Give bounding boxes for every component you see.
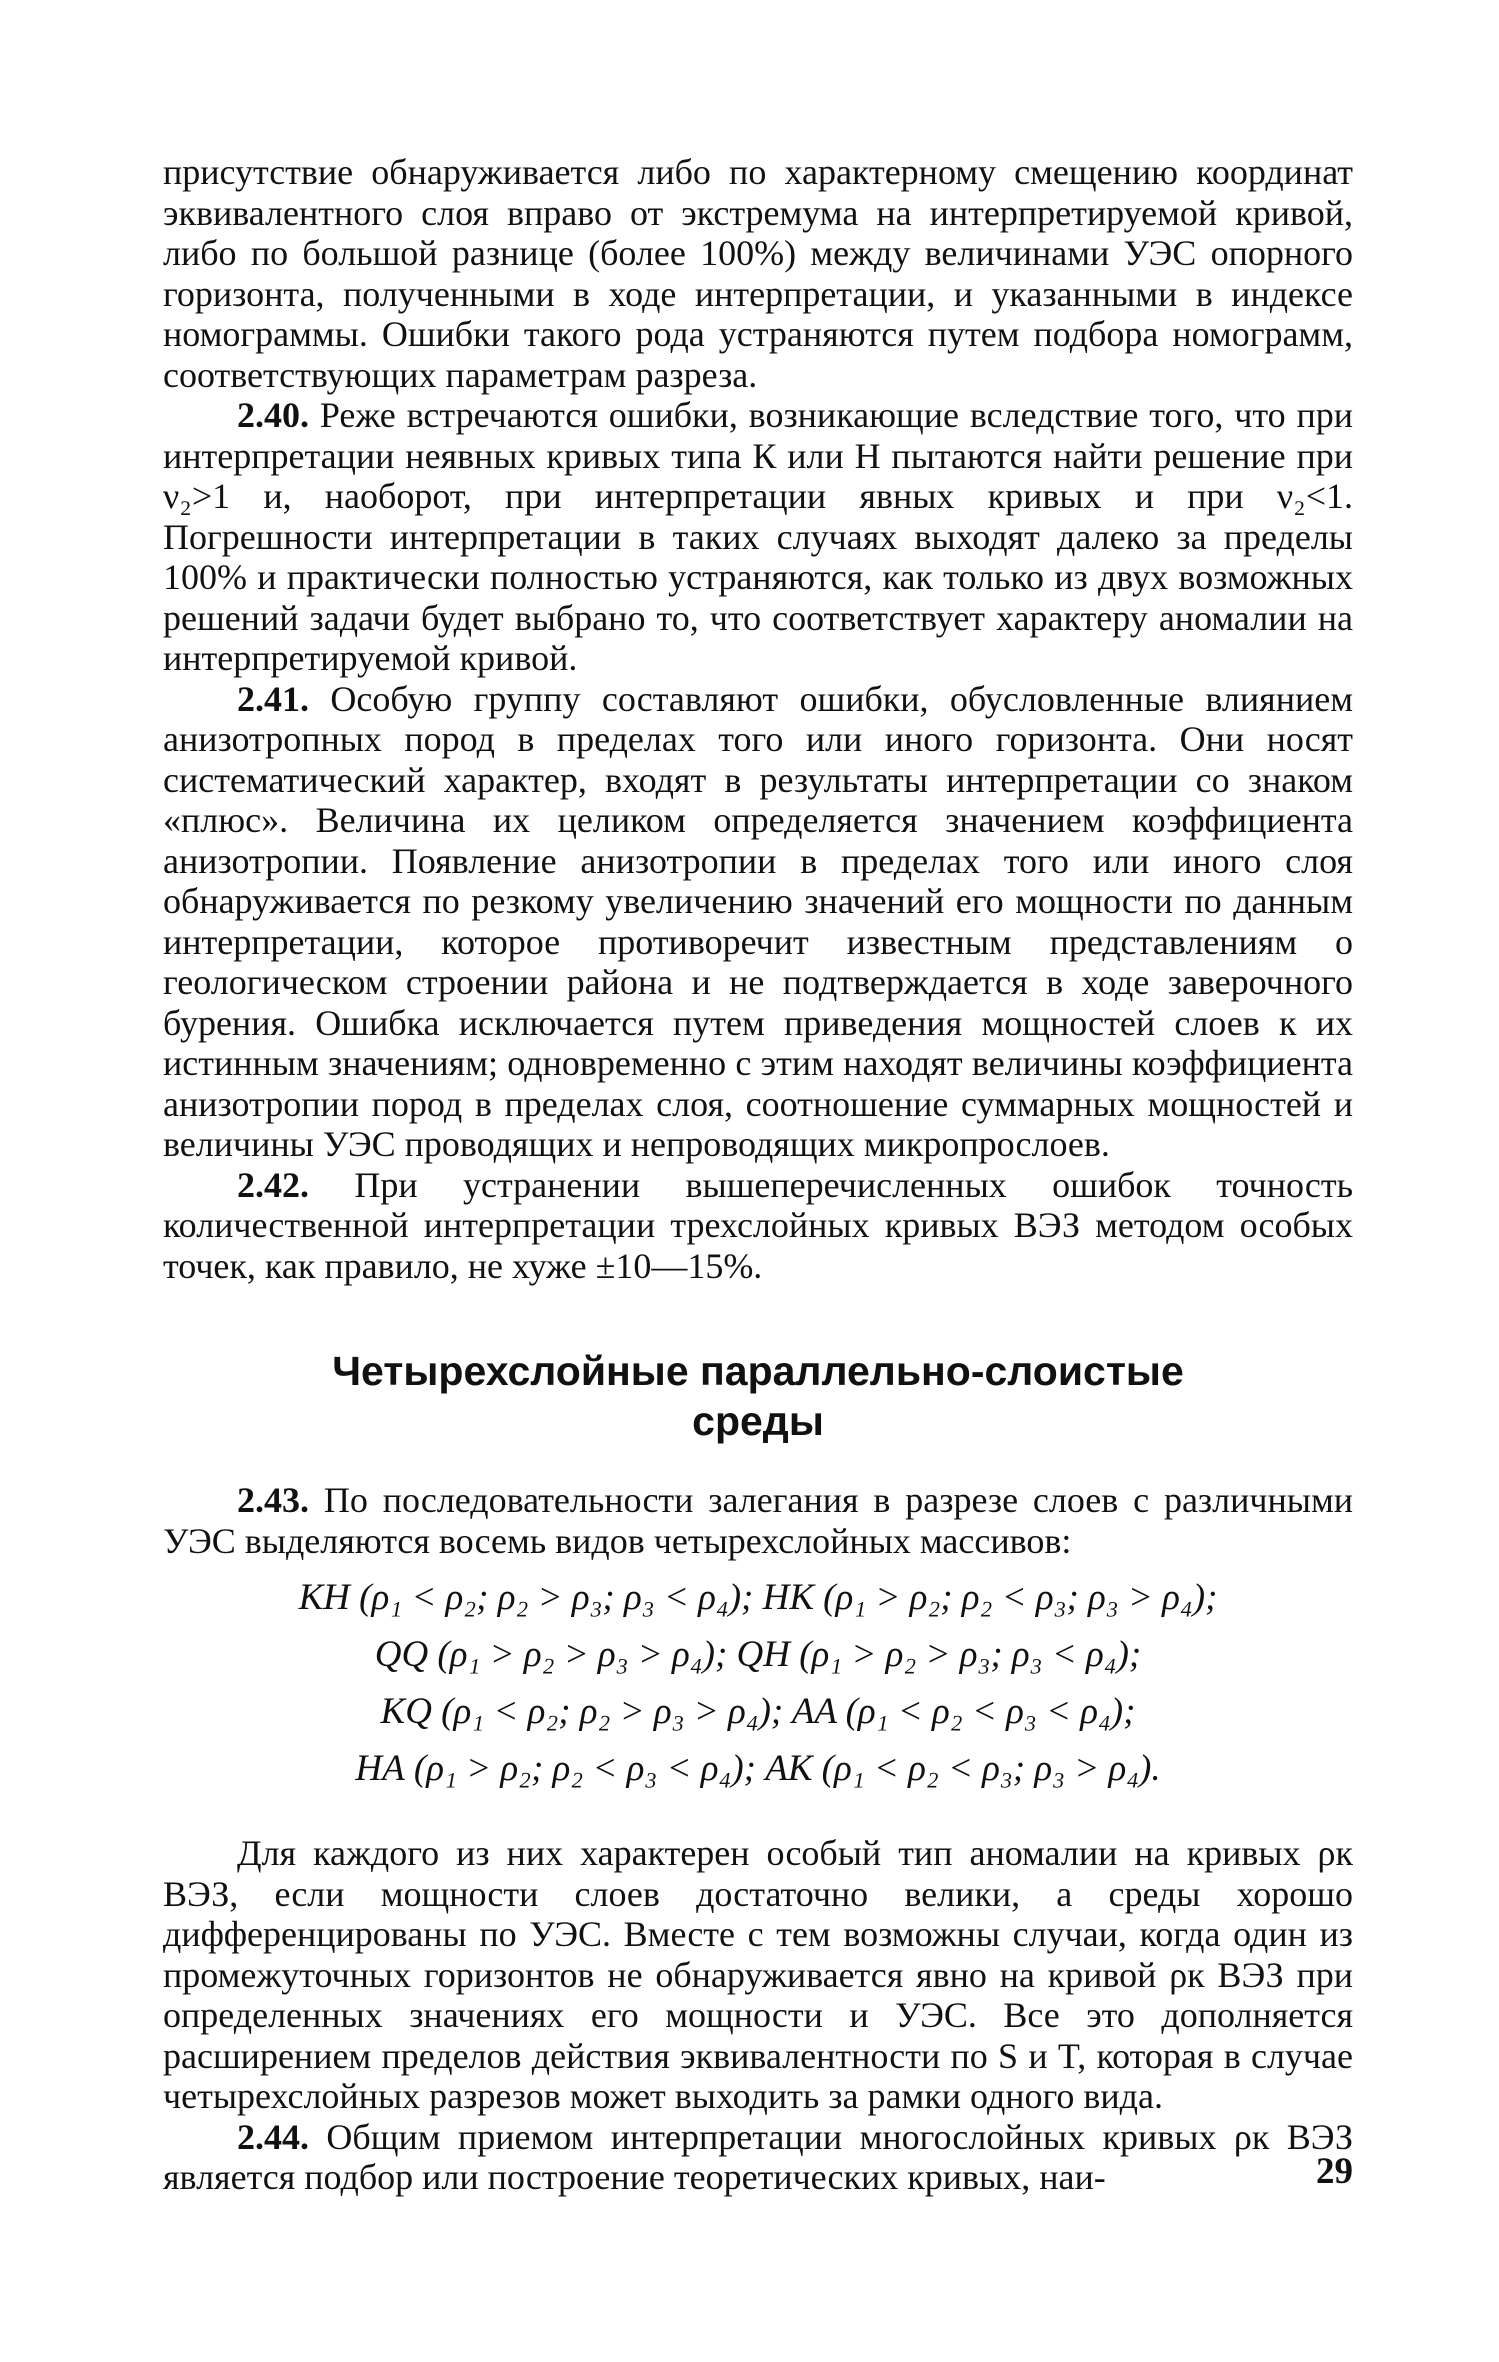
paragraph-text: При устранении вышеперечисленных ошибок точность количественной интерпретации трехслойных кривых ВЭЗ методом особых точек, как правило, не хуже ±10—15%. [163, 1164, 1353, 1286]
formula-line: НА (ρ₁ > ρ₂; ρ₂ < ρ₃ < ρ₄); АК (ρ₁ < ρ₂ < ρ₃; ρ₃ > ρ₄). [355, 1748, 1161, 1789]
paragraph-text: Особую группу составляют ошибки, обусловленные влиянием анизотропных пород в пределах того или иного горизонта. Они носят систематический характер, входят в результаты интерпретации со знаком «плюс». Величина их целиком определяется значением коэффициента анизотропии. Появление анизотропии в пределах того или иного слоя обнаруживается по резкому увеличению значений его мощности по данным интерпретации, которое противоречит известным представлениям о геологическом строении района и не подтверждается в ходе заверочного бурения. Ошибка исключается путем приведения мощностей слоев к их истинным значениям; одновременно с этим находят величины коэффициента анизотропии пород в пределах слоя, соотношение суммарных мощностей и величины УЭС проводящих и непроводящих микропрослоев. [163, 678, 1353, 1164]
paragraph-2-44 [163, 2117, 1353, 2198]
paragraph-2-41 [163, 679, 1353, 1165]
paragraph-number: 2.42. [237, 1164, 309, 1205]
formula-line: KQ (ρ₁ < ρ₂; ρ₂ > ρ₃ > ρ₄); AA (ρ₁ < ρ₂ < ρ₃ < ρ₄); [380, 1691, 1136, 1732]
paragraph-text: Общим приемом интерпретации многослойных кривых ρк ВЭЗ является подбор или построение теоретических кривых, наи- [163, 2116, 1353, 2197]
paragraph-number: 2.41. [237, 678, 309, 719]
page-content [163, 152, 1353, 2198]
paragraph-text: присутствие обнаруживается либо по характерному смещению координат эквивалентного слоя вправо от экстремума на интерпретируемой кривой, либо по большой разнице (более 100%) между величинами УЭС опорного горизонта, полученными в ходе интерпретации, и указанными в индексе номограммы. Ошибки такого рода устраняются путем подбора номограмм, соответствующих параметрам разреза. [163, 152, 1353, 395]
formula-line: КН (ρ₁ < ρ₂; ρ₂ > ρ₃; ρ₃ < ρ₄); НК (ρ₁ > ρ₂; ρ₂ < ρ₃; ρ₃ > ρ₄); [298, 1577, 1218, 1618]
paragraph-number: 2.43. [237, 1480, 309, 1520]
paragraph-2-43 [163, 1480, 1353, 1561]
paragraph-text: Реже встречаются ошибки, возникающие вследствие того, что при интерпретации неявных кривых типа К или Н пытаются найти решение при ν₂>1 и, наоборот, при интерпретации явных кривых и при ν₂<1. Погрешности интерпретации в таких случаях выходят далеко за пределы 100% и практически полностью устраняются, как только из двух возможных решений задачи будет выбрано то, что соответствует характеру аномалии на интерпретируемой кривой. [163, 395, 1353, 678]
formula-line: QQ (ρ₁ > ρ₂ > ρ₃ > ρ₄); QH (ρ₁ > ρ₂ > ρ₃; ρ₃ < ρ₄); [374, 1634, 1142, 1675]
paragraph-2-42 [163, 1165, 1353, 1287]
formula-block [163, 1569, 1353, 1797]
paragraph-number: 2.44. [237, 2116, 309, 2157]
paragraph-2-40 [163, 395, 1353, 679]
section-heading-line-1: Четырехслойные параллельно-слоистые [332, 1348, 1184, 1394]
paragraph-text: По последовательности залегания в разрезе слоев с различными УЭС выделяются восемь видов четырехслойных массивов: [163, 1480, 1353, 1561]
paragraph-text: Для каждого из них характерен особый тип аномалии на кривых ρк ВЭЗ, если мощности слоев достаточно велики, а среды хорошо дифференцированы по УЭС. Вместе с тем возможны случаи, когда один из промежуточных горизонтов не обнаруживается явно на кривой ρк ВЭЗ при определенных значениях его мощности и УЭС. Все это дополняется расширением пределов действия эквивалентности по S и T, которая в случае четырехслойных разрезов может выходить за рамки одного вида. [163, 1833, 1353, 2116]
paragraph-continuation [163, 152, 1353, 395]
paragraph-after-formulas [163, 1833, 1353, 2117]
page-number: 29 [1316, 2151, 1353, 2192]
section-heading-line-2: среды [692, 1398, 824, 1444]
paragraph-number: 2.40. [237, 395, 309, 435]
section-heading [163, 1346, 1353, 1446]
